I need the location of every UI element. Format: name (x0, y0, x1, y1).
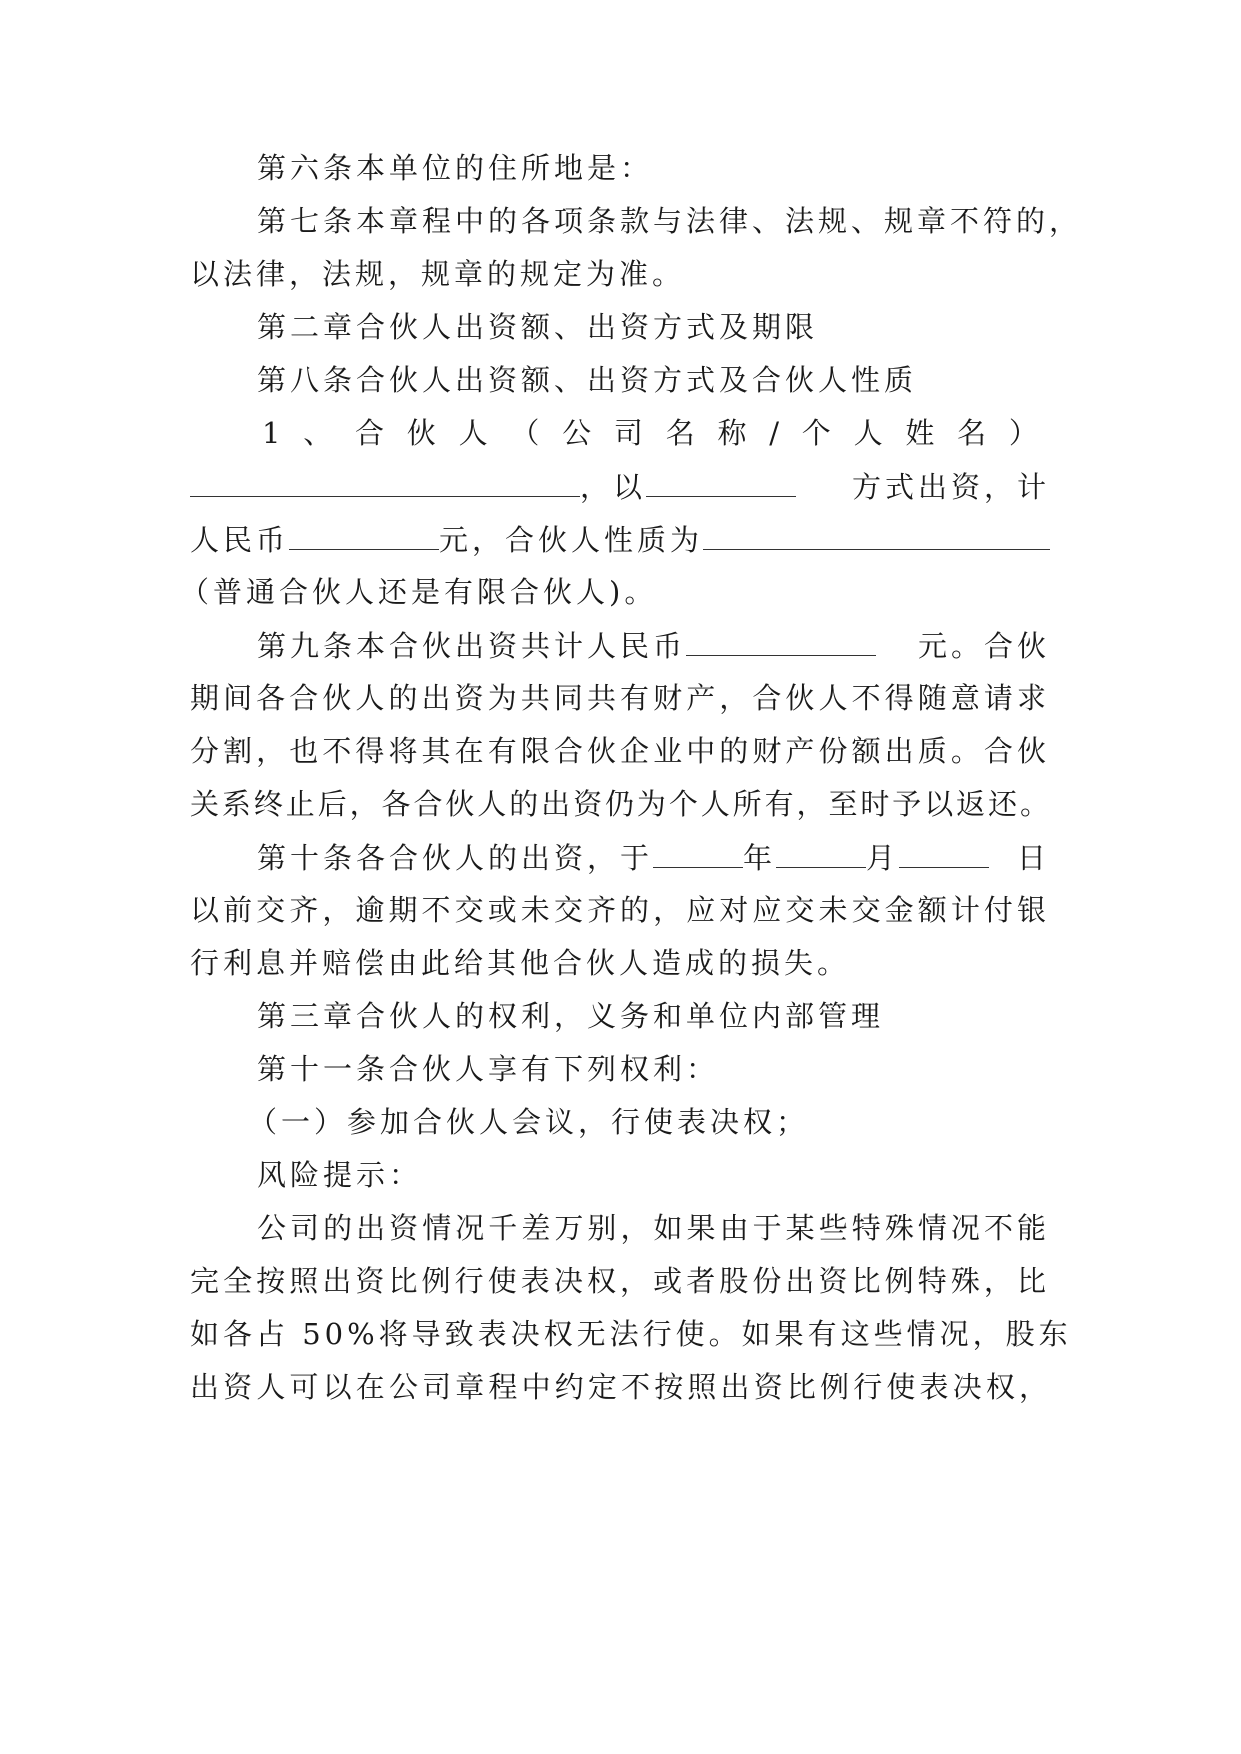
day-label: 日 (1016, 841, 1050, 875)
day-blank[interactable] (899, 837, 989, 868)
article-8-line-3-text-b: 元，合伙人性质为 (439, 523, 704, 557)
article-7-line-1: 第七条本章程中的各项条款与法律、法规、规章不符的， (257, 204, 1083, 238)
contribution-amount-blank[interactable] (289, 519, 439, 550)
article-10-line-1-text: 第十条各合伙人的出资，于 (257, 841, 654, 875)
article-9-line-1-text-a: 第九条本合伙出资共计人民币 (257, 629, 687, 663)
article-10-line-2: 以前交齐，逾期不交或未交齐的，应对应交未交金额计付银 (190, 893, 1050, 927)
article-8-item-1-line (262, 413, 1042, 453)
risk-line-1: 公司的出资情况千差万别，如果由于某些特殊情况不能 (257, 1211, 1050, 1245)
article-8-line-3-text-a: 人民币 (190, 523, 290, 557)
article-8-item-1-char: / (769, 416, 784, 450)
article-8-item-1-char: 名 (665, 416, 699, 450)
article-10-line-1 (257, 837, 1050, 878)
article-8-line-2-text-b: 方式出资，计 (851, 470, 1050, 504)
article-8-item-1-char: 司 (613, 416, 647, 450)
year-label: 年 (743, 841, 777, 875)
risk-title: 风险提示： (257, 1158, 423, 1192)
article-9-line-1-text-b: 元。合伙 (917, 629, 1050, 663)
article-10-line-3: 行利息并赔偿由此给其他合伙人造成的损失。 (190, 946, 851, 980)
partner-nature-blank[interactable] (703, 519, 1050, 550)
article-8-item-1-char: 名 (957, 416, 991, 450)
article-8-item-1-char: 姓 (905, 416, 939, 450)
article-8-line-2-text-a: ，以 (580, 470, 647, 504)
risk-line-3: 如各占 50%将导致表决权无法行使。如果有这些情况，股东 (190, 1317, 1072, 1351)
article-8-item-1-char: 合 (355, 416, 389, 450)
month-label: 月 (866, 841, 900, 875)
article-8-heading: 第八条合伙人出资额、出资方式及合伙人性质 (257, 363, 918, 397)
article-8-item-1-char: 、 (303, 416, 337, 450)
article-6: 第六条本单位的住所地是： (257, 151, 654, 185)
article-9-line-1 (257, 625, 1050, 666)
article-8-item-1-char: 个 (801, 416, 835, 450)
article-9-line-4: 关系终止后，各合伙人的出资仍为个人所有，至时予以返还。 (190, 787, 1050, 821)
article-8-item-1-char: 人 (458, 416, 492, 450)
article-8-item-1-char: （ (510, 416, 544, 450)
chapter-2-heading: 第二章合伙人出资额、出资方式及期限 (257, 310, 819, 344)
article-8-line-3 (190, 519, 1050, 560)
risk-line-4: 出资人可以在公司章程中约定不按照出资比例行使表决权， (190, 1370, 1050, 1404)
article-9-line-2: 期间各合伙人的出资为共同共有财产，合伙人不得随意请求 (190, 681, 1050, 715)
risk-line-2: 完全按照出资比例行使表决权，或者股份出资比例特殊，比 (190, 1264, 1050, 1298)
contribution-method-blank[interactable] (646, 466, 796, 497)
article-8-item-1-char: 1 (262, 416, 285, 450)
total-contribution-blank[interactable] (686, 625, 876, 656)
article-9-line-3: 分割，也不得将其在有限合伙企业中的财产份额出质。合伙 (190, 734, 1050, 768)
article-8-line-4: （普通合伙人还是有限合伙人)。 (180, 575, 658, 609)
year-blank[interactable] (653, 837, 743, 868)
article-8-item-1-char: 称 (717, 416, 751, 450)
article-8-line-2 (190, 466, 1050, 507)
article-11-heading: 第十一条合伙人享有下列权利： (257, 1052, 720, 1086)
partner-name-blank[interactable] (190, 466, 580, 497)
article-8-item-1-char: ） (1008, 416, 1042, 450)
article-11-item-1: （一）参加合伙人会议，行使表决权； (248, 1105, 810, 1139)
chapter-3-heading: 第三章合伙人的权利，义务和单位内部管理 (257, 999, 885, 1033)
article-8-item-1-char: 公 (562, 416, 596, 450)
article-7-line-2: 以法律，法规，规章的规定为准。 (190, 257, 686, 291)
article-8-item-1-char: 人 (853, 416, 887, 450)
month-blank[interactable] (776, 837, 866, 868)
article-8-item-1-char: 伙 (406, 416, 440, 450)
